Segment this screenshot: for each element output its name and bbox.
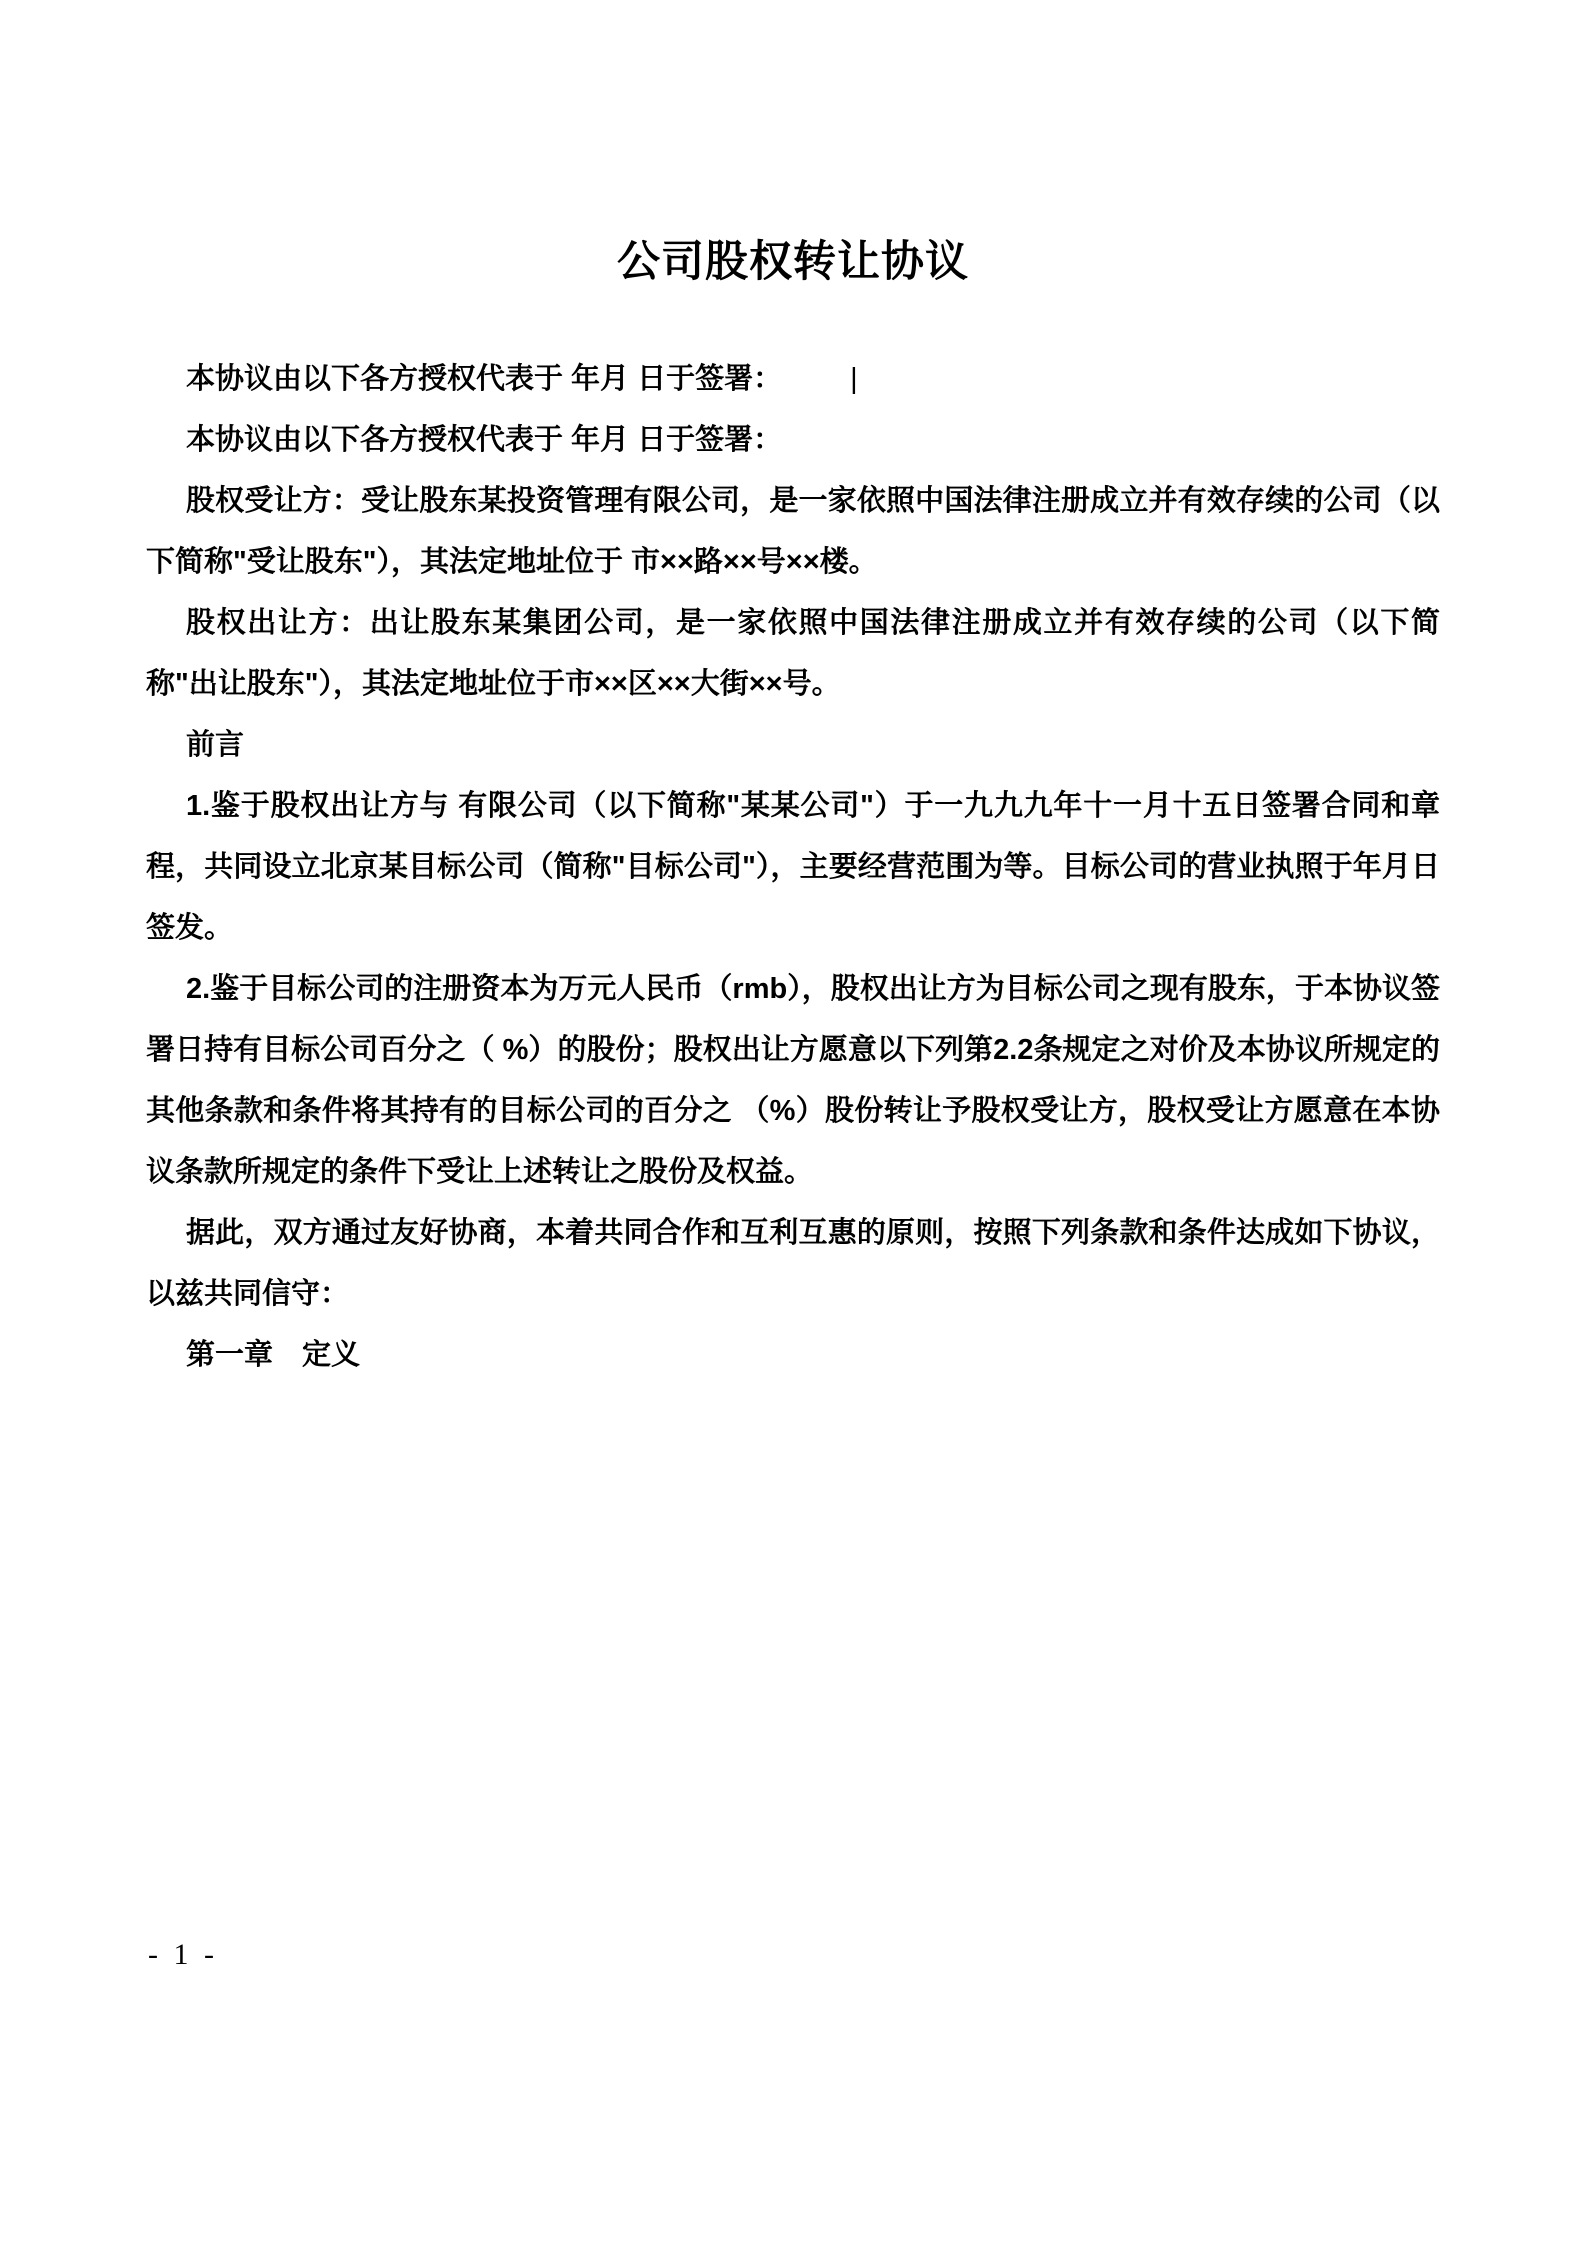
paragraph-agreement-statement: 据此，双方通过友好协商，本着共同合作和互利互惠的原则，按照下列条款和条件达成如下协议，以兹共同信守： [146, 1217, 1440, 1310]
heading-preface: 前言 [186, 729, 245, 761]
paragraph-transferor: 股权出让方：出让股东某集团公司，是一家依照中国法律注册成立并有效存续的公司（以下简称"出让股东"），其法定地址位于市××区××大街××号。 [146, 607, 1440, 700]
heading-chapter-1-definitions: 第一章 定义 [186, 1339, 361, 1371]
document-body[interactable] [146, 349, 1440, 1386]
paragraph-whereas-2: 2.鉴于目标公司的注册资本为万元人民币（rmb），股权出让方为目标公司之现有股东，于本协议签署日持有目标公司百分之（ %）的股份；股权出让方愿意以下列第2.2条规定之对价及本协议所规定的其他条款和条件将其持有的目标公司的百分之 （%）股份转让予股权受让方，股权受让方愿意在本协议条款所规定的条件下受让上述转让之股份及权益。 [146, 973, 1440, 1188]
text-cursor: | [850, 363, 858, 395]
paragraph-text: 本协议由以下各方授权代表于 年月 日于签署： [186, 363, 783, 395]
paragraph-transferee: 股权受让方：受让股东某投资管理有限公司，是一家依照中国法律注册成立并有效存续的公司（以下简称"受让股东"），其法定地址位于 市××路××号××楼。 [146, 485, 1440, 578]
page-number: - 1 - [148, 1938, 218, 1971]
paragraph-signing-line-1 [146, 349, 1440, 410]
paragraph-whereas-1: 1.鉴于股权出让方与 有限公司（以下简称"某某公司"）于一九九九年十一月十五日签署合同和章程，共同设立北京某目标公司（简称"目标公司"），主要经营范围为等。目标公司的营业执照于年月日签发。 [146, 790, 1440, 944]
paragraph-signing-line-2: 本协议由以下各方授权代表于 年月 日于签署： [186, 424, 783, 456]
document-title: 公司股权转让协议 [617, 238, 969, 286]
